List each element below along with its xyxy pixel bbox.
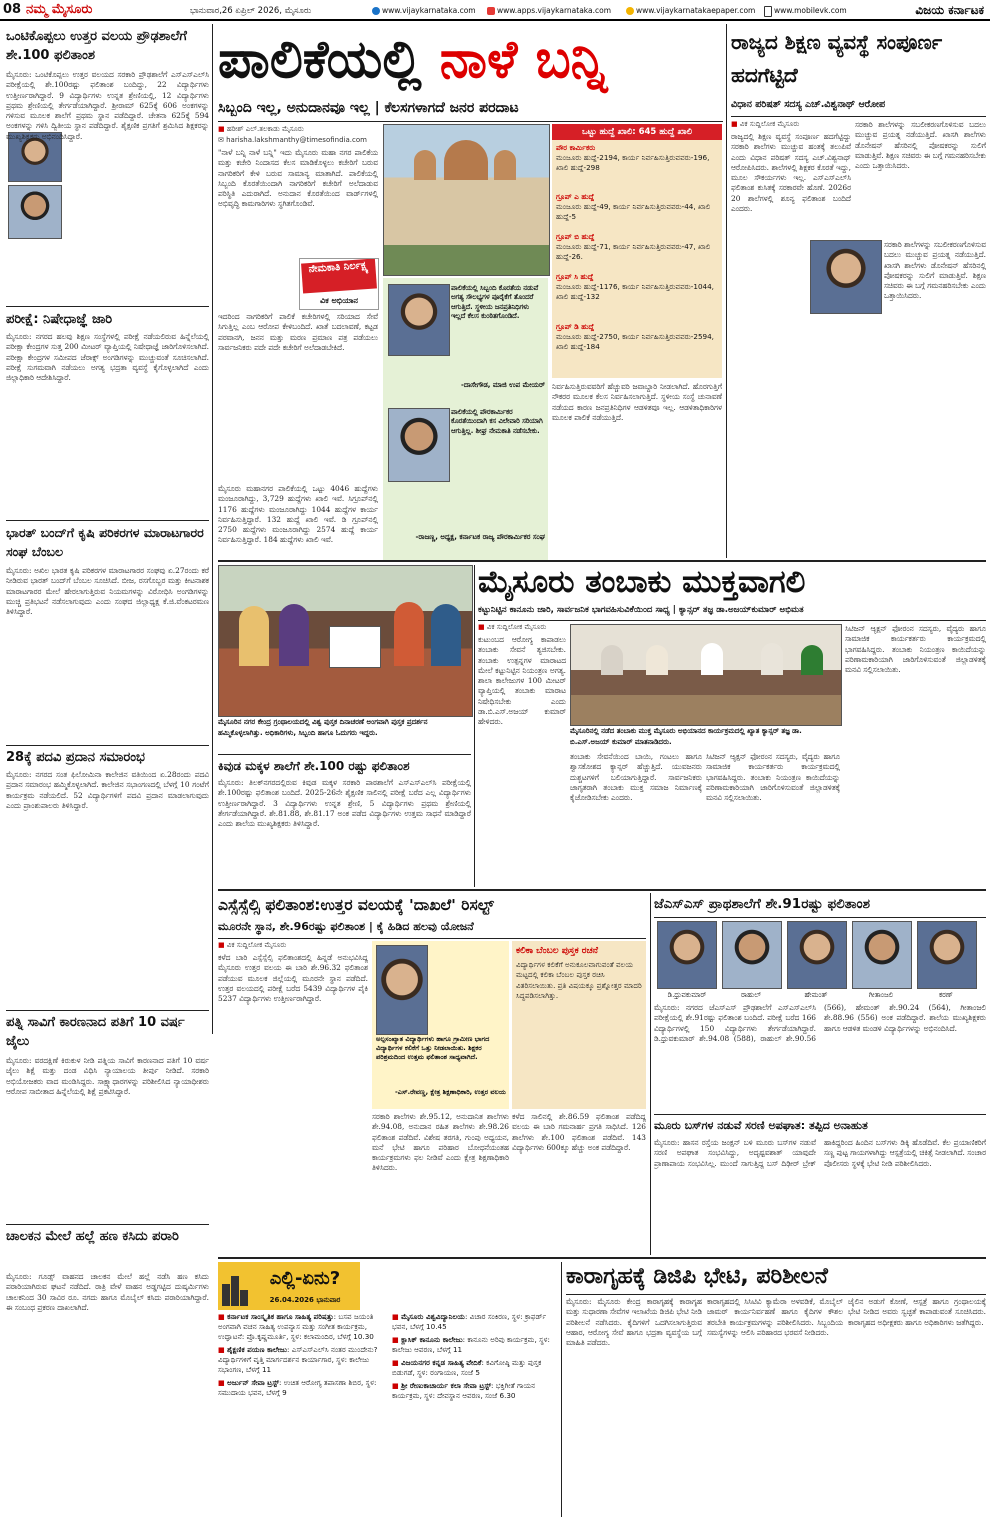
events-date: 26.04.2026 ಭಾನುವಾರ	[269, 1296, 341, 1304]
a3-title: ಭಾರತ್ ಬಂದ್‌ಗೆ ಕೃಷಿ ಪರಿಕರಗಳ ಮಾರಾಟಗಾರರ ಸಂಘ ಬೆಂಬಲ	[6, 525, 204, 559]
epaper-icon	[626, 7, 634, 15]
jss-student-name-5: ಕರಣ್	[939, 991, 953, 999]
sslc-body-1: ಕಳೆದ ಬಾರಿ ಎಸ್ಸೆಸ್ಸೆಲ್ಸಿ ಫಲಿತಾಂಶದಲ್ಲಿ ಹಿನ್ನಡೆ ಅನುಭವಿಸಿದ್ದ ಮೈಸೂರು ಉತ್ತರ ವಲಯ ಈ ಬಾರಿ ಶೇ.96.32 ಫಲಿತಾಂಶ ಪಡೆಯುವ ಮೂಲಕ ಜಿಲ್ಲೆಯಲ್ಲಿ ಮೂರನೇ ಸ್ಥಾನ ಪಡೆದಿದೆ. ಉತ್ತರ ವಲಯದಲ್ಲಿ ಪರೀಕ್ಷೆ ಬರೆದ 5439 ವಿದ್ಯಾರ್ಥಿಗಳ ಪೈಕಿ 5237 ವಿದ್ಯಾರ್ಥಿಗಳು ಉತ್ತೀರ್ಣರಾಗಿದ್ದಾರೆ.	[218, 953, 368, 1004]
vacancy-group-name: ಗ್ರೂಪ್ ಸಿ ಹುದ್ದೆ	[556, 272, 594, 281]
book-event-caption: ಮೈಸೂರಿನ ನಗರ ಕೇಂದ್ರ ಗ್ರಂಥಾಲಯದಲ್ಲಿ ವಿಶ್ವ ಪುಸ್ತಕ ದಿನಾಚರಣೆ ಅಂಗವಾಗಿ ಪುಸ್ತಕ ಪ್ರದರ್ಶನ ಹಮ್ಮಿಕೊಳ್ಳಲಾಗಿತ್ತು. ಅಧಿಕಾರಿಗಳು, ಸಿಬ್ಬಂದಿ ಹಾಗೂ ಓದುಗರು ಇದ್ದರು.	[218, 718, 428, 737]
section-name: ನಮ್ಮ ಮೈಸೂರು	[26, 2, 93, 17]
sslc-body-3: ಕಳೆದ ಸಾಲಿನಲ್ಲಿ ಶೇ.86.59 ಫಲಿತಾಂಶ ಪಡೆದಿದ್ದ ವಲಯ ಈ ಬಾರಿ ಗಮನಾರ್ಹ ಪ್ರಗತಿ ಸಾಧಿಸಿದೆ. 126 ಶಾಲೆಗಳು ಶೇ.100 ಫಲಿತಾಂಶ ಪಡೆದಿವೆ. 143 ವಿದ್ಯಾರ್ಥಿಗಳು 600ಕ್ಕೂ ಹೆಚ್ಚು ಅಂಕ ಪಡೆದಿದ್ದಾರೆ.	[512, 1112, 646, 1152]
lead-body-2: ಇದರಿಂದ ನಾಗರಿಕರಿಗೆ ಪಾಲಿಕೆ ಕಚೇರಿಗಳಲ್ಲಿ ಸರಿಯಾದ ಸೇವೆ ಸಿಗುತ್ತಿಲ್ಲ ಎಂಬ ಆರೋಪ ಕೇಳಿಬಂದಿದೆ. ಖಾತೆ ಬದಲಾವಣೆ, ಕಟ್ಟಡ ಪರವಾನಗಿ, ಜನನ ಮತ್ತು ಮರಣ ಪ್ರಮಾಣ ಪತ್ರ ಪಡೆಯಲು ಸಾರ್ವಜನಿಕರು ಪದೇ ಪದೇ ಕಚೇರಿಗೆ ಅಲೆದಾಡಬೇಕಿದೆ.	[218, 312, 378, 352]
a5-title: ಪತ್ನಿ ಸಾವಿಗೆ ಕಾರಣನಾದ ಪತಿಗೆ 10 ವರ್ಷ ಜೈಲು	[6, 1015, 185, 1049]
dgp-body-3: ಜೈಲಿನ ಅಡುಗೆ ಕೋಣೆ, ಆಸ್ಪತ್ರೆ ಹಾಗೂ ಗ್ರಂಥಾಲಯಕ್ಕೆ ಭೇಟಿ ನೀಡಿದ ಅವರು ಸ್ವಚ್ಛತೆ ಕಾಪಾಡುವಂತೆ ಸೂಚಿಸಿದರು. ಕಾರಾಗೃಹದ ಅಧೀಕ್ಷಕರು ಹಾಗೂ ಅಧಿಕಾರಿಗಳು ಜತೆಗಿದ್ದರು.	[848, 1297, 986, 1327]
dgp-title: ಕಾರಾಗೃಹಕ್ಕೆ ಡಿಜಿಪಿ ಭೇಟಿ, ಪರಿಶೀಲನೆ	[566, 1264, 828, 1289]
sslc-box-title: ಕಲಿಕಾ ಬೆಂಬಲ ಪುಸ್ತಕ ರಚನೆ	[516, 946, 599, 956]
event-item: ■ ಮೈಸೂರು ವಿಶ್ವವಿದ್ಯಾನಿಲಯ: ವಿಚಾರ ಸಂಕಿರಣ, ಸ್ಥಳ: ಕ್ರಾಫರ್ಡ್ ಭವನ, ಬೆಳಗ್ಗೆ 10.45	[392, 1312, 547, 1331]
jss-student-photo-5	[917, 921, 977, 989]
quote2-photo	[388, 408, 450, 482]
bus-title: ಮೂರು ಬಸ್‌ಗಳ ನಡುವೆ ಸರಣಿ ಅಪಘಾತ: ತಪ್ಪಿದ ಅನಾಹುತ	[654, 1119, 868, 1132]
event-bullet: ■	[218, 1312, 228, 1321]
a1-title: ಒಂಟಿಕೊಪ್ಪಲು ಉತ್ತರ ವಲಯ ಪ್ರೌಢಶಾಲೆಗೆ ಶೇ.100 ಫಲಿತಾಂಶ	[6, 29, 187, 63]
vishwanath-photo	[810, 240, 882, 314]
tobacco-title: ಮೈಸೂರು ತಂಬಾಕು ಮುಕ್ತವಾಗಲಿ	[478, 564, 806, 600]
globe-icon	[372, 7, 380, 15]
event-text: ವಿಚಾರ ಸಂಕಿರಣ, ಸ್ಥಳ: ಕ್ರಾಫರ್ಡ್ ಭವನ, ಬೆಳಗ್ಗೆ 10.45	[392, 1312, 547, 1331]
app-link[interactable]: www.apps.vijaykarnataka.com	[487, 4, 622, 17]
sslc-quote-text: ಅಲ್ಪಸಂಖ್ಯಾತ ವಿದ್ಯಾರ್ಥಿಗಳು ಹಾಗೂ ಗ್ರಾಮೀಣ ಭಾಗದ ವಿದ್ಯಾರ್ಥಿಗಳ ಕಲಿಕೆಗೆ ಒತ್ತು ನೀಡಲಾಯಿತು. ಶಿಕ್ಷಕರ ಪರಿಶ್ರಮದಿಂದ ಉತ್ತಮ ಫಲಿತಾಂಶ ಸಾಧ್ಯವಾಗಿದೆ.	[376, 1035, 490, 1061]
page-number: 08	[3, 2, 22, 17]
event-bullet: ■	[218, 1378, 228, 1387]
tobacco-body-4: ಸಿಟಿಜನ್ ಆ್ಯಕ್ಷನ್ ಫೋರಂನ ಸದಸ್ಯರು, ವೈದ್ಯರು ಹಾಗೂ ಸಾಮಾಜಿಕ ಕಾರ್ಯಕರ್ತರು ಕಾರ್ಯಕ್ರಮದಲ್ಲಿ ಭಾಗವಹಿಸಿದ್ದರು. ತಂಬಾಕು ನಿಯಂತ್ರಣ ಕಾಯಿದೆಯನ್ನು ಪರಿಣಾಮಕಾರಿಯಾಗಿ ಜಾರಿಗೊಳಿಸುವಂತೆ ಜಿಲ್ಲಾಡಳಿತಕ್ಕೆ ಮನವಿ ಸಲ್ಲಿಸಲಾಯಿತು.	[845, 624, 986, 675]
quote1-photo	[388, 284, 450, 356]
vacancy-group-name: ಗ್ರೂಪ್ ಎ ಹುದ್ದೆ	[556, 192, 595, 201]
a1-body: ಮೈಸೂರು: ಒಂಟಿಕೊಪ್ಪಲು ಉತ್ತರ ವಲಯದ ಸರಕಾರಿ ಪ್ರೌಢಶಾಲೆಗೆ ಎಸ್ಎಸ್ಎಲ್‌ಸಿ ಪರೀಕ್ಷೆಯಲ್ಲಿ ಶೇ.100ರಷ್ಟು ಫಲಿತಾಂಶ ಬಂದಿದ್ದು, 22 ವಿದ್ಯಾರ್ಥಿಗಳು ಉತ್ತೀರ್ಣರಾಗಿದ್ದಾರೆ. 9 ವಿದ್ಯಾರ್ಥಿಗಳು ಉನ್ನತ ಶ್ರೇಣಿಯಲ್ಲಿ, 12 ವಿದ್ಯಾರ್ಥಿಗಳು ಪ್ರಥಮ ಶ್ರೇಣಿಯಲ್ಲಿ ತೇರ್ಗಡೆಯಾಗಿದ್ದಾರೆ. ಶ್ರೀರಾಮ್ 625ಕ್ಕೆ 606 ಅಂಕಗಳನ್ನು ಗಳಿಸುವ ಮೂಲಕ ಶಾಲೆಗೆ ಪ್ರಥಮ ಸ್ಥಾನ ಪಡೆದಿದ್ದಾರೆ. ಚೇತನಾ 625ಕ್ಕೆ 594 ಅಂಕಗಳನ್ನು ಗಳಿಸಿ ದ್ವಿತೀಯ ಸ್ಥಾನ ಪಡೆದಿದ್ದಾರೆ. ಶೈಕ್ಷಣಿಕ ಪ್ರಗತಿಗೆ ಶ್ರಮಿಸಿದ ಶಿಕ್ಷಕರನ್ನು ಮುಖ್ಯಶಿಕ್ಷಕರು ಅಭಿನಂದಿಸಿದ್ದಾರೆ.	[6, 70, 209, 141]
vacancy-group-line: ಮಂಜೂರು ಹುದ್ದೆ-49, ಕಾರ್ಯ ನಿರ್ವಹಿಸುತ್ತಿರುವವರು-44, ಖಾಲಿ ಹುದ್ದೆ-5	[556, 202, 711, 221]
a6-title: ಚಾಲಕನ ಮೇಲೆ ಹಲ್ಲೆ ಹಣ ಕಸಿದು ಪರಾರಿ	[6, 1229, 179, 1244]
event-bullet: ■	[392, 1312, 402, 1321]
event-item: ■ ಶ್ರೀ ರೇಣುಕಾಚಾರ್ಯ ಕಲಾ ಸೇವಾ ಟ್ರಸ್ಟ್: ಭಕ್ತಿಗೀತೆ ಗಾಯನ ಕಾರ್ಯಕ್ರಮ, ಸ್ಥಳ: ದೇವಸ್ಥಾನ ಆವರಣ, ಸಂಜೆ 6.30	[392, 1381, 536, 1400]
sslc-title: ಎಸ್ಸೆಸ್ಸೆಲ್ಸಿ ಫಲಿತಾಂಶ:ಉತ್ತರ ವಲಯಕ್ಕೆ 'ದಾಖಲೆ' ರಿಸಲ್ಟ್	[218, 896, 494, 914]
vacancy-group-4	[556, 322, 718, 374]
revanna-photo	[376, 945, 428, 1035]
vacancy-group-name: ಪೌರ ಕಾರ್ಮಿಕರು	[556, 143, 596, 152]
sslc-body-2: ಸರಕಾರಿ ಶಾಲೆಗಳು ಶೇ.95.12, ಅನುದಾನಿತ ಶಾಲೆಗಳು ಶೇ.94.08, ಅನುದಾನ ರಹಿತ ಶಾಲೆಗಳು ಶೇ.98.26 ಫಲಿತಾಂಶ ಪಡೆದಿವೆ. ವಿಶೇಷ ತರಗತಿ, ಗುಂಪು ಅಧ್ಯಯನ, ಮನೆ ಭೇಟಿ ಹಾಗೂ ಪರಿಹಾರ ಬೋಧನೆಯಂತಹ ಕಾರ್ಯಕ್ರಮಗಳು ಫಲ ನೀಡಿವೆ ಎಂದು ಕ್ಷೇತ್ರ ಶಿಕ್ಷಣಾಧಿಕಾರಿ ತಿಳಿಸಿದರು.	[372, 1112, 509, 1173]
event-text: ಎಸ್ಎಸ್ಎಲ್‌ಸಿ ನಂತರ ಮುಂದೇನು? ವಿದ್ಯಾರ್ಥಿಗಳಿಗೆ ವೃತ್ತಿ ಮಾರ್ಗದರ್ಶನ ಕಾರ್ಯಾಗಾರ, ಸ್ಥಳ: ಕಾಲೇಜು ಸಭಾಂಗಣ, ಬೆಳಗ್ಗೆ 11	[218, 1345, 378, 1374]
deaf-school-body: ಮೈಸೂರು: ತಿಲಕ್‌ನಗರದಲ್ಲಿರುವ ಕಿವುಡ ಮಕ್ಕಳ ಸರಕಾರಿ ಪಾಠಶಾಲೆಗೆ ಎಸ್ಎಸ್ಎಲ್‌ಸಿ ಪರೀಕ್ಷೆಯಲ್ಲಿ ಶೇ.100ರಷ್ಟು ಫಲಿತಾಂಶ ಬಂದಿದೆ. 2025-26ನೇ ಶೈಕ್ಷಣಿಕ ಸಾಲಿನಲ್ಲಿ ಪರೀಕ್ಷೆ ಬರೆದ ಎಲ್ಲ ವಿದ್ಯಾರ್ಥಿಗಳು ಉತ್ತೀರ್ಣರಾಗಿದ್ದಾರೆ. 3 ವಿದ್ಯಾರ್ಥಿಗಳು ಉನ್ನತ ಶ್ರೇಣಿ, 5 ವಿದ್ಯಾರ್ಥಿಗಳು ಪ್ರಥಮ ಶ್ರೇಣಿಯಲ್ಲಿ ತೇರ್ಗಡೆಯಾಗಿದ್ದಾರೆ. ಶೇ.81.88, ಶೇ.81.17 ಅಂಕ ಪಡೆದ ವಿದ್ಯಾರ್ಥಿಗಳು ಉತ್ತಮ ಸಾಧನೆ ಮಾಡಿದ್ದಾರೆ ಎಂದು ಶಾಲೆಯ ಮುಖ್ಯಶಿಕ್ಷಕರು ತಿಳಿಸಿದ್ದಾರೆ.	[218, 778, 471, 829]
event-item: ■ ಕರ್ನಾಟಕ ಸಾಂಸ್ಕೃತಿಕ ಹಾಗೂ ಸಾಹಿತ್ಯ ಪರಿಷತ್ತು: ಬಸವ ಜಯಂತಿ ಅಂಗವಾಗಿ ವಚನ ಸಾಹಿತ್ಯ ಉಪನ್ಯಾಸ ಮತ್ತು ಸಂಗೀತ ಕಾರ್ಯಕ್ರಮ, ಉದ್ಘಾಟನೆ: ಪ್ರೊ.ಕೃಷ್ಣಮೂರ್ತಿ, ಸ್ಥಳ: ಕಲಾಮಂದಿರ, ಬೆಳಗ್ಗೆ 10.30	[218, 1312, 374, 1341]
a2-title: ಪರೀಕ್ಷೆ: ನಿಷೇಧಾಜ್ಞೆ ಜಾರಿ	[6, 312, 113, 327]
jss-student-name-2: ರಾಹುಲ್	[740, 991, 762, 999]
lead-body-4: ನಿರ್ವಹಿಸುತ್ತಿರುವವರಿಗೆ ಹೆಚ್ಚುವರಿ ಜವಾಬ್ದಾರಿ ನೀಡಲಾಗಿದೆ. ಹೊರಗುತ್ತಿಗೆ ನೌಕರರ ಮೂಲಕ ಕೆಲಸ ನಿರ್ವಹಿಸಲಾಗುತ್ತಿದೆ. ಸ್ಥಳೀಯ ಸಂಸ್ಥೆ ಚುನಾವಣೆ ನಡೆಯದ ಕಾರಣ ಜನಪ್ರತಿನಿಧಿಗಳ ಆಡಳಿತವೂ ಇಲ್ಲ. ಆಡಳಿತಾಧಿಕಾರಿಗಳ ಮೂಲಕ ಪಾಲಿಕೆ ನಡೆಯುತ್ತಿದೆ.	[552, 382, 722, 422]
vacancy-group-2	[556, 232, 718, 266]
lead-subhead: ಸಿಬ್ಬಂದಿ ಇಲ್ಲ, ಅನುದಾನವೂ ಇಲ್ಲ | ಕೆಲಸಗಳಾಗದೆ ಜನರ ಪರದಾಟ	[218, 100, 519, 116]
event-title: ಅರ್ಜುನ್ ಸೇವಾ ಟ್ರಸ್ಟ್	[227, 1378, 279, 1387]
vacancy-group-line: ಮಂಜೂರು ಹುದ್ದೆ-2194, ಕಾರ್ಯ ನಿರ್ವಹಿಸುತ್ತಿರುವವರು-196, ಖಾಲಿ ಹುದ್ದೆ-298	[556, 153, 710, 172]
lead-body-3: ಮೈಸೂರು ಮಹಾನಗರ ಪಾಲಿಕೆಯಲ್ಲಿ ಒಟ್ಟು 4046 ಹುದ್ದೆಗಳು ಮಂಜೂರಾಗಿದ್ದು, 3,729 ಹುದ್ದೆಗಳು ಖಾಲಿ ಇವೆ. ಸಿಗ್ರೂಪ್‌ನಲ್ಲಿ 1176 ಹುದ್ದೆಗಳು ಮಂಜೂರಾಗಿದ್ದು 1044 ಹುದ್ದೆಗಳ ಕಾರ್ಯ ನಿರ್ವಹಿಸುತ್ತಿದ್ದಾರೆ. 132 ಹುದ್ದೆ ಖಾಲಿ ಇವೆ. ಡಿ ಗ್ರೂಪ್‌ನಲ್ಲಿ 2750 ಹುದ್ದೆಗಳು ಮಂಜೂರಾಗಿದ್ದು 2574 ಹುದ್ದೆ ಕಾರ್ಯ ನಿರ್ವಹಿಸುತ್ತಿದ್ದಾರೆ. 184 ಹುದ್ದೆಗಳು ಖಾಲಿ ಇವೆ.	[218, 484, 378, 545]
sslc-subhead: ಮೂರನೇ ಸ್ಥಾನ, ಶೇ.96ರಷ್ಟು ಫಲಿತಾಂಶ | ಕೈ ಹಿಡಿದ ಹಲವು ಯೋಜನೆ	[218, 920, 474, 933]
event-bullet: ■	[218, 1345, 228, 1354]
jss-student-photo-2	[722, 921, 782, 989]
event-bullet: ■	[392, 1381, 402, 1390]
lead-headline	[218, 24, 723, 96]
event-item: ■ ಕ್ಲಾಸಿಕ್ ಕಾನೂನು ಕಾಲೇಜು: ಕಾನೂನು ಅರಿವು ಕಾರ್ಯಕ್ರಮ, ಸ್ಥಳ: ಕಾಲೇಜು ಆವರಣ, ಬೆಳಗ್ಗೆ 11	[392, 1335, 550, 1354]
tobacco-body-1: ಕುಟುಂಬದ ಆರೋಗ್ಯ ಕಾಪಾಡಲು ತಂಬಾಕು ಸೇವನೆ ತ್ಯಜಿಸಬೇಕು. ತಂಬಾಕು ಉತ್ಪನ್ನಗಳ ಮಾರಾಟದ ಮೇಲೆ ಕಟ್ಟುನಿಟ್ಟಿನ ನಿಯಂತ್ರಣ ಅಗತ್ಯ. ಶಾಲಾ ಕಾಲೇಜುಗಳ 100 ಮೀಟರ್ ವ್ಯಾಪ್ತಿಯಲ್ಲಿ ತಂಬಾಕು ಮಾರಾಟ ನಿಷೇಧಿಸಬೇಕು ಎಂದು ಡಾ.ಬಿ.ಎಸ್.ಅಜಯ್ ಕುಮಾರ್ ಹೇಳಿದರು.	[478, 635, 566, 727]
jss-body: ಮೈಸೂರು: ನಗರದ ಜೆಎಸ್ಎಸ್ ಪ್ರೌಢಶಾಲೆಗೆ ಎಸ್ಎಸ್ಎಲ್‌ಸಿ ಪರೀಕ್ಷೆಯಲ್ಲಿ ಶೇ.91ರಷ್ಟು ಫಲಿತಾಂಶ ಬಂದಿದೆ. ಪರೀಕ್ಷೆ ಬರೆದ 166 ವಿದ್ಯಾರ್ಥಿಗಳಲ್ಲಿ 150 ವಿದ್ಯಾರ್ಥಿಗಳು ತೇರ್ಗಡೆಯಾಗಿದ್ದಾರೆ. ಡಿ.ಧ್ರುವಕುಮಾರ್ ಶೇ.94.08 (588), ರಾಹುಲ್ ಶೇ.90.56 (566), ಹೇಮಂತ್ ಶೇ.90.24 (564), ಗೀತಾಂಜಲಿ ಶೇ.88.96 (556) ಅಂಕ ಪಡೆದಿದ್ದಾರೆ. ಶಾಲೆಯ ಮುಖ್ಯಶಿಕ್ಷಕರು ಹಾಗೂ ಆಡಳಿತ ಮಂಡಳಿ ವಿದ್ಯಾರ್ಥಿಗಳನ್ನು ಅಭಿನಂದಿಸಿದೆ.	[654, 1003, 986, 1043]
tobacco-caption: ಮೈಸೂರಿನಲ್ಲಿ ನಡೆದ ತಂಬಾಕು ಮುಕ್ತ ಮೈಸೂರು ಅಭಿಯಾನದ ಕಾರ್ಯಕ್ರಮದಲ್ಲಿ ಖ್ಯಾತ ಕ್ಯಾನ್ಸರ್ ತಜ್ಞ ಡಾ. ಬಿ.ಎಸ್.ಅಜಯ್ ಕುಮಾರ್ ಮಾತನಾಡಿದರು.	[570, 727, 802, 746]
event-bullet: ■	[392, 1358, 402, 1367]
vacancy-group-1	[556, 192, 718, 226]
campaign-stamp	[299, 258, 379, 310]
a5-body: ಮೈಸೂರು: ವರದಕ್ಷಿಣೆ ಕಿರುಕುಳ ನೀಡಿ ಪತ್ನಿಯ ಸಾವಿಗೆ ಕಾರಣನಾದ ಪತಿಗೆ 10 ವರ್ಷ ಜೈಲು ಶಿಕ್ಷೆ ಮತ್ತು ದಂಡ ವಿಧಿಸಿ ನ್ಯಾಯಾಲಯ ತೀರ್ಪು ನೀಡಿದೆ. ಸರಕಾರಿ ಅಭಿಯೋಜಕರು ವಾದ ಮಂಡಿಸಿದ್ದರು. ಸಾಕ್ಷ್ಯಾಧಾರಗಳನ್ನು ಪರಿಶೀಲಿಸಿದ ನ್ಯಾಯಾಧೀಶರು ಆರೋಪ ಸಾಬೀತಾದ ಹಿನ್ನೆಲೆಯಲ್ಲಿ ಶಿಕ್ಷೆ ಪ್ರಕಟಿಸಿದ್ದಾರೆ.	[6, 1056, 209, 1096]
quote2-text: ಪಾಲಿಕೆಯಲ್ಲಿ ಪೌರಕಾರ್ಮಿಕರ ಕೊರತೆಯಿಂದಾಗಿ ಕಸ ವಿಲೇವಾರಿ ಸರಿಯಾಗಿ ಆಗುತ್ತಿಲ್ಲ. ಶೀಘ್ರ ನೇಮಕಾತಿ ನಡೆಸಬೇಕು.	[451, 408, 543, 435]
a4-body: ಮೈಸೂರು: ನಗರದ ಸಂತ ಫಿಲೋಮಿನಾ ಕಾಲೇಜಿನ ವತಿಯಿಂದ ಏ.28ರಂದು ಪದವಿ ಪ್ರದಾನ ಸಮಾರಂಭ ಹಮ್ಮಿಕೊಳ್ಳಲಾಗಿದೆ. ಕಾಲೇಜಿನ ಸಭಾಂಗಣದಲ್ಲಿ ಬೆಳಗ್ಗೆ 10 ಗಂಟೆಗೆ ಕಾರ್ಯಕ್ರಮ ನಡೆಯಲಿದೆ. 52 ವಿದ್ಯಾರ್ಥಿಗಳಿಗೆ ಪದವಿ ಪ್ರದಾನ ಮಾಡಲಾಗುವುದು ಎಂದು ಪ್ರಾಂಶುಪಾಲರು ತಿಳಿಸಿದ್ದಾರೆ.	[6, 770, 209, 810]
stamp-tag: ವಿಕ ಅಭಿಯಾನ	[319, 296, 359, 305]
jss-title: ಜೆಎಸ್ಎಸ್ ಪ್ರಾಥಶಾಲೆಗೆ ಶೇ.91ರಷ್ಟು ಫಲಿತಾಂಶ	[654, 896, 871, 912]
stamp-title: ನೇಮಕಾತಿ ನಿರ್ಲಕ್ಷ್ಯ	[301, 258, 377, 293]
app-icon	[487, 7, 495, 15]
right-body-1-cont: ಸರಕಾರಿ ಶಾಲೆಗಳನ್ನು ಸಬಲೀಕರಣಗೊಳಿಸುವ ಬದಲು ಮುಚ್ಚುವ ಪ್ರಯತ್ನ ನಡೆಯುತ್ತಿದೆ. ಖಾಸಗಿ ಶಾಲೆಗಳು ಡೊನೇಷನ್ ಹೆಸರಿನಲ್ಲಿ ಪೋಷಕರನ್ನು ಸುಲಿಗೆ ಮಾಡುತ್ತಿವೆ. ಶಿಕ್ಷಣ ಸಚಿವರು ಈ ಬಗ್ಗೆ ಗಮನಹರಿಸಬೇಕು ಎಂದು ಒತ್ತಾಯಿಸಿದರು.	[884, 240, 986, 301]
event-title: ಮೈಸೂರು ವಿಶ್ವವಿದ್ಯಾನಿಲಯ	[401, 1312, 465, 1321]
event-text: ಬಸವ ಜಯಂತಿ ಅಂಗವಾಗಿ ವಚನ ಸಾಹಿತ್ಯ ಉಪನ್ಯಾಸ ಮತ್ತು ಸಂಗೀತ ಕಾರ್ಯಕ್ರಮ, ಉದ್ಘಾಟನೆ: ಪ್ರೊ.ಕೃಷ್ಣಮೂರ್ತಿ, ಸ್ಥಳ: ಕಲಾಮಂದಿರ, ಬೆಳಗ್ಗೆ 10.30	[218, 1312, 374, 1341]
mobile-link[interactable]: www.mobilevk.com	[764, 4, 864, 17]
event-title: ಶ್ರೀ ರೇಣುಕಾಚಾರ್ಯ ಕಲಾ ಸೇವಾ ಟ್ರಸ್ಟ್	[401, 1381, 492, 1390]
right-title: ರಾಜ್ಯದ ಶಿಕ್ಷಣ ವ್ಯವಸ್ಥೆ ಸಂಪೂರ್ಣ ಹದಗೆಟ್ಟಿದೆ	[731, 30, 943, 87]
book-event-photo	[218, 565, 473, 717]
mail-icon: ✉	[218, 136, 224, 144]
sslc-box-body: ವಿದ್ಯಾರ್ಥಿಗಳ ಕಲಿಕೆಗೆ ಅನುಕೂಲವಾಗುವಂತೆ ವಲಯ ಮಟ್ಟದಲ್ಲಿ ಕಲಿಕಾ ಬೆಂಬಲ ಪುಸ್ತಕ ರಚಿಸಿ ವಿತರಿಸಲಾಯಿತು. ಪ್ರತಿ ವಿಷಯಕ್ಕೂ ಪ್ರಶ್ನೋತ್ತರ ಮಾದರಿ ಸಿದ್ಧಪಡಿಸಲಾಗಿತ್ತು.	[516, 960, 642, 1001]
tobacco-body-3: ಸಿಟಿಜನ್ ಆ್ಯಕ್ಷನ್ ಫೋರಂನ ಸದಸ್ಯರು, ವೈದ್ಯರು ಹಾಗೂ ಸಾಮಾಜಿಕ ಕಾರ್ಯಕರ್ತರು ಕಾರ್ಯಕ್ರಮದಲ್ಲಿ ಭಾಗವಹಿಸಿದ್ದರು. ತಂಬಾಕು ನಿಯಂತ್ರಣ ಕಾಯಿದೆಯನ್ನು ಪರಿಣಾಮಕಾರಿಯಾಗಿ ಜಾರಿಗೊಳಿಸುವಂತೆ ಜಿಲ್ಲಾಡಳಿತಕ್ಕೆ ಮನವಿ ಸಲ್ಲಿಸಲಾಯಿತು.	[706, 752, 840, 803]
tobacco-subhead: ಕಟ್ಟುನಿಟ್ಟಿನ ಕಾನೂನು ಜಾರಿ, ಸಾರ್ವಜನಿಕ ಭಾಗವಹಿಸುವಿಕೆಯಿಂದ ಸಾಧ್ಯ | ಕ್ಯಾನ್ಸರ್ ತಜ್ಞ ಡಾ.ಅಜಯ್‌ಕುಮಾರ್ ಅಭಿಮತ	[478, 605, 804, 615]
event-item: ■ ವಿಜಯನಗರ ಕನ್ನಡ ಸಾಹಿತ್ಯ ವೇದಿಕೆ: ಕವಿಗೋಷ್ಠಿ ಮತ್ತು ಪುಸ್ತಕ ಬಿಡುಗಡೆ, ಸ್ಥಳ: ರಂಗಾಯಣ, ಸಂಜೆ 5	[392, 1358, 542, 1377]
event-title: ಕ್ಲಾಸಿಕ್ ಕಾನೂನು ಕಾಲೇಜು	[401, 1335, 463, 1344]
deaf-school-title: ಕಿವುಡ ಮಕ್ಕಳ ಶಾಲೆಗೆ ಶೇ.100 ರಷ್ಟು ಫಲಿತಾಂಶ	[218, 759, 410, 773]
jss-student-photo-4	[852, 921, 912, 989]
events-title: ಎಲ್ಲಿ-ಏನು?	[269, 1268, 341, 1289]
jss-student-name-1: ಡಿ.ಧ್ರುವಕುಮಾರ್	[667, 991, 707, 999]
vacancy-group-name: ಗ್ರೂಪ್ ಬಿ ಹುದ್ದೆ	[556, 232, 595, 241]
lead-email[interactable]: ✉ harisha.lakshmanthy@timesofindia.com	[218, 136, 367, 144]
brand-logo: ವಿಜಯ ಕರ್ನಾಟಕ	[915, 3, 984, 17]
a4-title: 28ಕ್ಕೆ ಪದವಿ ಪ್ರದಾನ ಸಮಾರಂಭ	[6, 750, 145, 765]
epaper-link[interactable]: www.vijaykarnatakaepaper.com	[626, 4, 761, 17]
right-body-1: ರಾಜ್ಯದಲ್ಲಿ ಶಿಕ್ಷಣ ವ್ಯವಸ್ಥೆ ಸಂಪೂರ್ಣ ಹದಗೆಟ್ಟಿದ್ದು ಸರಕಾರಿ ಶಾಲೆಗಳು ಮುಚ್ಚುವ ಹಂತಕ್ಕೆ ತಲುಪಿವೆ ಎಂದು ವಿಧಾನ ಪರಿಷತ್ ಸದಸ್ಯ ಎಚ್.ವಿಶ್ವನಾಥ್ ಆರೋಪಿಸಿದರು. ಶಾಲೆಗಳಲ್ಲಿ ಶಿಕ್ಷಕರ ಕೊರತೆ ಇದ್ದು, ಮೂಲ ಸೌಕರ್ಯಗಳು ಇಲ್ಲ. ಎಸ್ಎಸ್ಎಲ್‌ಸಿ ಫಲಿತಾಂಶ ಕುಸಿತಕ್ಕೆ ಸರಕಾರವೇ ಹೊಣೆ. 2026ರ 20 ಶಾಲೆಗಳಲ್ಲಿ ಶೂನ್ಯ ಫಲಿತಾಂಶ ಬಂದಿದೆ ಎಂದರು.	[731, 132, 851, 214]
event-item: ■ ಶೈಕ್ಷಣಿಕ ಪಯಣ ಕಾಲೇಜು: ಎಸ್ಎಸ್ಎಲ್‌ಸಿ ನಂತರ ಮುಂದೇನು? ವಿದ್ಯಾರ್ಥಿಗಳಿಗೆ ವೃತ್ತಿ ಮಾರ್ಗದರ್ಶನ ಕಾರ್ಯಾಗಾರ, ಸ್ಥಳ: ಕಾಲೇಜು ಸಭಾಂಗಣ, ಬೆಳಗ್ಗೆ 11	[218, 1345, 378, 1374]
a2-body: ಮೈಸೂರು: ನಗರದ ಹಲವು ಶಿಕ್ಷಣ ಸಂಸ್ಥೆಗಳಲ್ಲಿ ಪರೀಕ್ಷೆ ನಡೆಯಲಿರುವ ಹಿನ್ನೆಲೆಯಲ್ಲಿ ಪರೀಕ್ಷಾ ಕೇಂದ್ರಗಳ ಸುತ್ತ 200 ಮೀಟರ್ ವ್ಯಾಪ್ತಿಯಲ್ಲಿ ನಿಷೇಧಾಜ್ಞೆ ಜಾರಿಗೊಳಿಸಲಾಗಿದೆ. ಪರೀಕ್ಷಾ ಕೇಂದ್ರಗಳ ಸಮೀಪದ ಜೆರಾಕ್ಸ್ ಅಂಗಡಿಗಳನ್ನು ಮುಚ್ಚುವಂತೆ ಸೂಚಿಸಲಾಗಿದೆ. ಪರೀಕ್ಷೆ ಸುಗಮವಾಗಿ ನಡೆಯಲು ಅಗತ್ಯ ಭದ್ರತಾ ವ್ಯವಸ್ಥೆ ಕೈಗೊಳ್ಳಲಾಗಿದೆ ಎಂದು ಜಿಲ್ಲಾಧಿಕಾರಿ ಆದೇಶಿಸಿದ್ದಾರೆ.	[6, 332, 209, 383]
jss-student-photo-3	[787, 921, 847, 989]
city-skyline-icon	[222, 1276, 248, 1306]
dgp-body-2: ಕಾರಾಗೃಹದಲ್ಲಿ ಸಿಸಿಟಿವಿ ಕ್ಯಾಮೆರಾ ಅಳವಡಿಕೆ, ಮೊಬೈಲ್ ಜಾಮರ್ ಕಾರ್ಯನಿರ್ವಹಣೆ ಹಾಗೂ ಕೈದಿಗಳ ಕೌಶಲ ತರಬೇತಿ ಕಾರ್ಯಕ್ರಮಗಳನ್ನು ಪರಿಶೀಲಿಸಿದರು. ಸಿಬ್ಬಂದಿಯ ಸಮಸ್ಯೆಗಳನ್ನು ಆಲಿಸಿ ಪರಿಹಾರದ ಭರವಸೆ ನೀಡಿದರು.	[707, 1297, 843, 1337]
events-header	[218, 1262, 360, 1310]
dgp-body-1: ಮೈಸೂರು: ಮೈಸೂರು ಕೇಂದ್ರ ಕಾರಾಗೃಹಕ್ಕೆ ಕಾರಾಗೃಹ ಮತ್ತು ಸುಧಾರಣಾ ಸೇವೆಗಳ ಇಲಾಖೆಯ ಡಿಜಿಪಿ ಭೇಟಿ ನೀಡಿ ಪರಿಶೀಲನೆ ನಡೆಸಿದರು. ಕೈದಿಗಳಿಗೆ ಒದಗಿಸಲಾಗುತ್ತಿರುವ ಆಹಾರ, ಆರೋಗ್ಯ ಸೇವೆ ಹಾಗೂ ಭದ್ರತಾ ವ್ಯವಸ್ಥೆಯ ಬಗ್ಗೆ ಮಾಹಿತಿ ಪಡೆದರು.	[566, 1297, 702, 1348]
quote1-text: ಪಾಲಿಕೆಯಲ್ಲಿ ಸಿಬ್ಬಂದಿ ಕೊರತೆಯ ನಡುವೆ ಅಗತ್ಯ ಸೌಲಭ್ಯಗಳ ಪೂರೈಕೆಗೆ ತೊಂದರೆ ಆಗುತ್ತಿದೆ. ಸ್ಥಳೀಯ ಜನಪ್ರತಿನಿಧಿಗಳು ಇಲ್ಲದೆ ಕೆಲಸ ಕುಂಠಿತಗೊಂಡಿದೆ.	[451, 284, 539, 321]
event-title: ಶೈಕ್ಷಣಿಕ ಪಯಣ ಕಾಲೇಜು	[227, 1345, 288, 1354]
vacancy-title: ಒಟ್ಟು ಹುದ್ದೆ ಖಾಲಿ: 645 ಹುದ್ದೆ ಖಾಲಿ	[552, 124, 722, 140]
quote1-name: -ದಾಸೇಗೌಡ, ಮಾಜಿ ಉಪ ಮೇಯರ್	[461, 381, 545, 389]
a3-body: ಮೈಸೂರು: ಅಖಿಲ ಭಾರತ ಕೃಷಿ ಪರಿಕರಗಳ ಮಾರಾಟಗಾರರ ಸಂಘವು ಏ.27ರಂದು ಕರೆ ನೀಡಿರುವ ಭಾರತ್ ಬಂದ್‌ಗೆ ಬೆಂಬಲ ಸೂಚಿಸಿದೆ. ಬೀಜ, ರಸಗೊಬ್ಬರ ಮತ್ತು ಕೀಟನಾಶಕ ಮಾರಾಟಗಾರರ ಮೇಲೆ ಹೇರಲಾಗುತ್ತಿರುವ ನಿಯಮಗಳನ್ನು ವಿರೋಧಿಸಿ ಅಂಗಡಿಗಳನ್ನು ಮುಚ್ಚಿ ಪ್ರತಿಭಟನೆ ನಡೆಸಲಾಗುವುದು ಎಂದು ಸಂಘದ ಜಿಲ್ಲಾಧ್ಯಕ್ಷ ಕೆ.ಜಿ.ವೆಂಕಟರಮಣ ತಿಳಿಸಿದ್ದಾರೆ.	[6, 566, 209, 617]
event-title: ಕರ್ನಾಟಕ ಸಾಂಸ್ಕೃತಿಕ ಹಾಗೂ ಸಾಹಿತ್ಯ ಪರಿಷತ್ತು	[227, 1312, 334, 1321]
masthead	[0, 0, 990, 21]
sslc-box	[512, 941, 646, 1109]
a6-body: ಮೈಸೂರು: ಗೂಡ್ಸ್ ವಾಹನದ ಚಾಲಕನ ಮೇಲೆ ಹಲ್ಲೆ ನಡೆಸಿ ಹಣ ಕಸಿದು ಪರಾರಿಯಾಗಿರುವ ಘಟನೆ ನಡೆದಿದೆ. ರಾತ್ರಿ ವೇಳೆ ವಾಹನ ಅಡ್ಡಗಟ್ಟಿದ ದುಷ್ಕರ್ಮಿಗಳು ಚಾಲಕನಿಂದ 30 ಸಾವಿರ ರೂ. ನಗದು ಹಾಗೂ ಮೊಬೈಲ್ ಕಸಿದು ಪರಾರಿಯಾಗಿದ್ದಾರೆ. ಈ ಸಂಬಂಧ ಪ್ರಕರಣ ದಾಖಲಾಗಿದೆ.	[6, 1272, 209, 1312]
lead-headline-black: ಪಾಲಿಕೆಯಲ್ಲಿ	[218, 30, 422, 90]
corporation-building-photo	[383, 124, 550, 276]
event-title: ವಿಜಯನಗರ ಕನ್ನಡ ಸಾಹಿತ್ಯ ವೇದಿಕೆ	[401, 1358, 482, 1367]
event-bullet: ■	[392, 1335, 402, 1344]
dateline: ಭಾನುವಾರ,26 ಏಪ್ರಿಲ್ 2026, ಮೈಸೂರು	[190, 6, 312, 16]
sslc-byline: ■ ವಿಕ ಸುದ್ದಿಲೋಕ ಮೈಸೂರು	[218, 941, 287, 949]
event-text: ಭಕ್ತಿಗೀತೆ ಗಾಯನ ಕಾರ್ಯಕ್ರಮ, ಸ್ಥಳ: ದೇವಸ್ಥಾನ ಆವರಣ, ಸಂಜೆ 6.30	[392, 1381, 536, 1400]
bus-body: ಮೈಸೂರು: ಹಾಸನ ರಸ್ತೆಯ ಜಂಕ್ಷನ್ ಬಳಿ ಮೂರು ಬಸ್‌ಗಳ ನಡುವೆ ಸರಣಿ ಅಪಘಾತ ಸಂಭವಿಸಿದ್ದು, ಅದೃಷ್ಟವಶಾತ್ ಯಾವುದೇ ಪ್ರಾಣಾಪಾಯ ಸಂಭವಿಸಿಲ್ಲ. ಮುಂದೆ ಸಾಗುತ್ತಿದ್ದ ಬಸ್ ದಿಢೀರ್ ಬ್ರೇಕ್ ಹಾಕಿದ್ದರಿಂದ ಹಿಂದಿನ ಬಸ್‌ಗಳು ಡಿಕ್ಕಿ ಹೊಡೆದಿವೆ. ಕೆಲ ಪ್ರಯಾಣಿಕರಿಗೆ ಸಣ್ಣ ಪುಟ್ಟ ಗಾಯಗಳಾಗಿದ್ದು ಆಸ್ಪತ್ರೆಯಲ್ಲಿ ಚಿಕಿತ್ಸೆ ನೀಡಲಾಗಿದೆ. ಸಂಚಾರ ಪೊಲೀಸರು ಸ್ಥಳಕ್ಕೆ ಭೇಟಿ ನೀಡಿ ಪರಿಶೀಲಿಸಿದರು.	[654, 1138, 986, 1168]
lead-body-1: "ನಾಳೆ ಬನ್ನಿ ನಾಳೆ ಬನ್ನಿ" ಇದು ಮೈಸೂರು ಮಹಾ ನಗರ ಪಾಲಿಕೆಯ ಮತ್ತು ಕಚೇರಿ ನಿಂದಾಸದ ಕೆಲಸ ಮಾಡಿಕೊಳ್ಳಲು ಕಚೇರಿಗೆ ಬರುವ ನಾಗರಿಕರಿಗೆ ಕೇಳಿ ಬರುವ ಸಾಮಾನ್ಯ ಮಾತಾಗಿದೆ. ಪಾಲಿಕೆಯಲ್ಲಿ ಸಿಬ್ಬಂದಿ ಕೊರತೆಯಿಂದಾಗಿ ನಾಗರಿಕರಿಗೆ ಕಚೇರಿಗೆ ಅಲೆದಾಡುವ ಪರಿಸ್ಥಿತಿ ಎದುರಾಗಿದೆ. ಅನುದಾನ ಕೊರತೆಯಿಂದ ವಾರ್ಡ್‌ಗಳಲ್ಲಿ ಅಭಿವೃದ್ಧಿ ಕಾಮಗಾರಿಗಳು ಸ್ಥಗಿತಗೊಂಡಿವೆ.	[218, 148, 378, 209]
jss-student-name-3: ಹೇಮಂತ್	[804, 991, 828, 999]
tobacco-meeting-photo	[570, 624, 842, 726]
vacancy-group-0	[556, 143, 718, 187]
sslc-quote-name: -ಎಸ್.ರೇವಣ್ಣ, ಕ್ಷೇತ್ರ ಶಿಕ್ಷಣಾಧಿಕಾರಿ, ಉತ್ತರ ವಲಯ	[394, 1088, 506, 1096]
lead-headline-red: ನಾಳೆ ಬನ್ನಿ	[439, 30, 607, 90]
events-list	[218, 1312, 558, 1517]
mobile-icon	[764, 6, 772, 17]
event-item: ■ ಅರ್ಜುನ್ ಸೇವಾ ಟ್ರಸ್ಟ್: ಉಚಿತ ಆರೋಗ್ಯ ತಪಾಸಣಾ ಶಿಬಿರ, ಸ್ಥಳ: ಸಮುದಾಯ ಭವನ, ಬೆಳಗ್ಗೆ 9	[218, 1378, 377, 1397]
event-text: ಕಾನೂನು ಅರಿವು ಕಾರ್ಯಕ್ರಮ, ಸ್ಥಳ: ಕಾಲೇಜು ಆವರಣ, ಬೆಳಗ್ಗೆ 11	[392, 1335, 550, 1354]
vacancy-group-3	[556, 272, 718, 316]
vacancy-box	[552, 124, 722, 378]
tobacco-byline: ■ ವಿಕ ಸುದ್ದಿಲೋಕ ಮೈಸೂರು	[478, 623, 547, 631]
right-body-2: ಸರಕಾರಿ ಶಾಲೆಗಳನ್ನು ಸಬಲೀಕರಣಗೊಳಿಸುವ ಬದಲು ಮುಚ್ಚುವ ಪ್ರಯತ್ನ ನಡೆಯುತ್ತಿದೆ. ಖಾಸಗಿ ಶಾಲೆಗಳು ಡೊನೇಷನ್ ಹೆಸರಿನಲ್ಲಿ ಪೋಷಕರನ್ನು ಸುಲಿಗೆ ಮಾಡುತ್ತಿವೆ. ಶಿಕ್ಷಣ ಸಚಿವರು ಈ ಬಗ್ಗೆ ಗಮನಹರಿಸಬೇಕು ಎಂದು ಒತ್ತಾಯಿಸಿದರು.	[855, 120, 986, 171]
right-subhead: ವಿಧಾನ ಪರಿಷತ್ ಸದಸ್ಯ ಎಚ್.ವಿಶ್ವನಾಥ್ ಆರೋಪ	[731, 99, 886, 110]
web-link[interactable]: www.vijaykarnataka.com	[372, 4, 484, 17]
event-text: ಕವಿಗೋಷ್ಠಿ ಮತ್ತು ಪುಸ್ತಕ ಬಿಡುಗಡೆ, ಸ್ಥಳ: ರಂಗಾಯಣ, ಸಂಜೆ 5	[392, 1358, 542, 1377]
quote2-name: -ರಾಜಣ್ಣ, ಅಧ್ಯಕ್ಷ, ಕರ್ನಾಟಕ ರಾಜ್ಯ ಪೌರಕಾರ್ಮಿಕರ ಸಂಘ	[415, 533, 545, 541]
vacancy-group-line: ಮಂಜೂರು ಹುದ್ದೆ-1176, ಕಾರ್ಯ ನಿರ್ವಹಿಸುತ್ತಿರುವವರು-1044, ಖಾಲಿ ಹುದ್ದೆ-132	[556, 282, 714, 301]
right-byline: ■ ವಿಕ ಸುದ್ದಿಲೋಕ ಮೈಸೂರು	[731, 120, 800, 128]
sslc-quote-box	[372, 941, 509, 1109]
jss-student-name-4: ಗೀತಾಂಜಲಿ	[868, 991, 894, 999]
vacancy-group-line: ಮಂಜೂರು ಹುದ್ದೆ-71, ಕಾರ್ಯ ನಿರ್ವಹಿಸುತ್ತಿರುವವರು-47, ಖಾಲಿ ಹುದ್ದೆ-26.	[556, 242, 711, 261]
jss-student-photo-1	[657, 921, 717, 989]
quote-box	[383, 278, 548, 561]
vacancy-group-line: ಮಂಜೂರು ಹುದ್ದೆ-2750, ಕಾರ್ಯ ನಿರ್ವಹಿಸುತ್ತಿರುವವರು-2594, ಖಾಲಿ ಹುದ್ದೆ-184	[556, 332, 714, 351]
vacancy-group-name: ಗ್ರೂಪ್ ಡಿ ಹುದ್ದೆ	[556, 322, 595, 331]
tobacco-body-2: ತಂಬಾಕು ಸೇವನೆಯಿಂದ ಬಾಯಿ, ಗಂಟಲು ಹಾಗೂ ಶ್ವಾಸಕೋಶದ ಕ್ಯಾನ್ಸರ್ ಹೆಚ್ಚುತ್ತಿದೆ. ಯುವಜನರು ದುಶ್ಚಟಗಳಿಗೆ ಬಲಿಯಾಗುತ್ತಿದ್ದಾರೆ. ಸಾರ್ವಜನಿಕರು ಜಾಗೃತರಾಗಿ ತಂಬಾಕು ಮುಕ್ತ ಸಮಾಜ ನಿರ್ಮಾಣಕ್ಕೆ ಕೈಜೋಡಿಸಬೇಕು ಎಂದರು.	[570, 752, 702, 803]
event-text: ಉಚಿತ ಆರೋಗ್ಯ ತಪಾಸಣಾ ಶಿಬಿರ, ಸ್ಥಳ: ಸಮುದಾಯ ಭವನ, ಬೆಳಗ್ಗೆ 9	[218, 1378, 377, 1397]
lead-byline: ■ ಹರೀಶ್ ಎಲ್.ತಲಕಾಡು ಮೈಸೂರು	[218, 125, 304, 133]
